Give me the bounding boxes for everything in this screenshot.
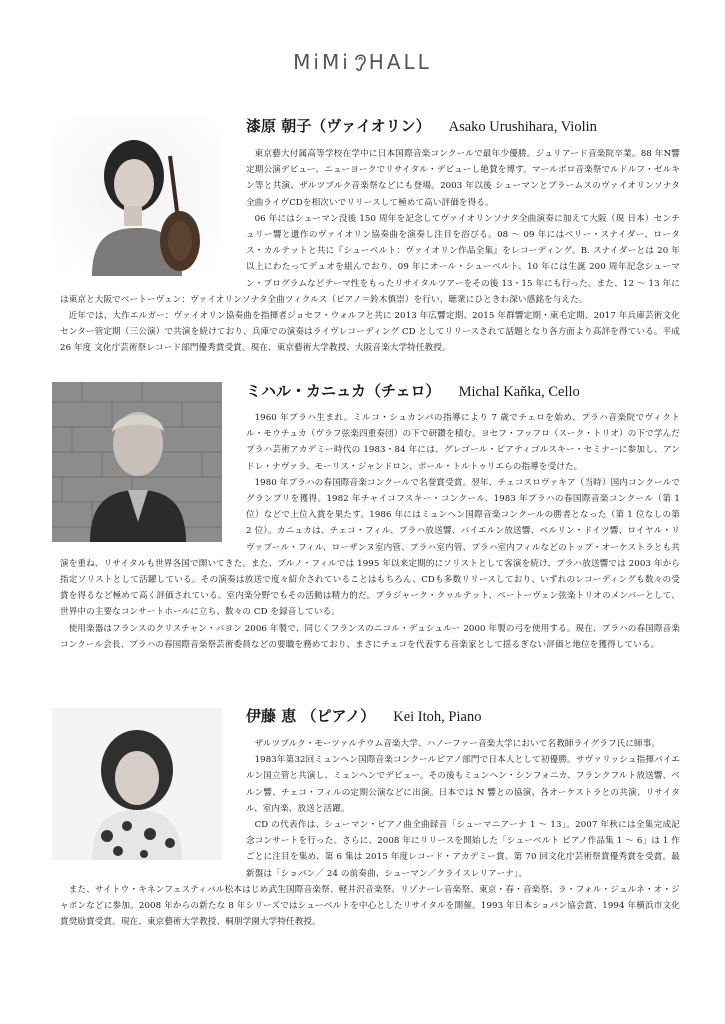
bio-paragraph: 1983年第32回ミュンヘン国際音楽コンクールピアノ部門で日本人として初優勝。サヴァリッシュ指揮バイエルン国立管と共演し、ミュンヘンでデビュー。その後もミュンヘン・シンフォニカ、フランクフルト放送響、ベルン響、チェコ・フィルの定期公演などに出演。日本では N 響との協演、各オーケストラとの共演、リサイタル、室内楽、放送と活躍。 — [246, 755, 680, 814]
artist-name — [246, 706, 481, 727]
bio-paragraph: 06 年にはシューマン没後 150 周年を記念してヴァイオリンソナタ全曲演奏に加えて大阪（現 日本）センチュリー響と遺作のヴァイオリン協奏曲を演奏し注目を浴びる。08 ～ 09 年にはベリー・スナイダー、ロータス・カルテットと共に『シューベルト：ヴァイオリン作品全集』をレコーディング。B. スナイダーとは 20 年以上にわたってデュオを組んでおり、09 年にオール・シューベルト、10 年には生誕 200 周年記念シューマン・プログラムなどテーマ性をもったリサイタルツアーをその後 13・15 年にも行った。また、12 ～ 13 年には東京と大阪でベートーヴェン：ヴァイオリンソナタ全曲ツィクルス（ピアノ＝鈴木慎崇）を行い、聴衆にひときわ深い感銘を与えた。 — [60, 213, 680, 305]
bio-paragraph: CD の代表作は、シューマン・ピアノ曲全曲録音「シューマニアーナ 1 ～ 13」。2007 年秋には全集完成記念コンサートを行った。さらに、2008 年にリリースを開始した「シューベルト ピアノ作品集 1 ～ 6」は 1 作ごとに注目を集め、第 6 集は 2015 年度レコード・アカデミー賞、第 70 回文化庁芸術祭賞優秀賞を受賞。最新盤は「ショパン／ 24 の前奏曲、シューマン／クライスレリアーナ」。 — [246, 820, 680, 879]
bio-paragraph: 東京藝大付属高等学校在学中に日本国際音楽コンクールで最年少優勝。ジュリアード音楽院卒業。88 年N響定期公演デビュー、ニューヨークでリサイタル・デビューし絶賛を博す。マールボロ音楽祭でルドルフ・ゼルキン等と共演、ザルツブルク音楽祭などにも登場。2003 年以後 シューマンとブラームスのヴァイオリンソナタ全曲ライヴCDを相次いでリリースして極めて高い評価を得る。 — [246, 149, 680, 208]
artist-name — [246, 381, 580, 402]
artist-bio — [60, 146, 680, 357]
artist-bio — [60, 410, 680, 653]
logo-text-right: HALL — [368, 50, 432, 74]
artist-name-en: Asako Urushihara, Violin — [448, 119, 597, 135]
bio-paragraph: また、サイトウ・キネンフェスティバル松本はじめ武生国際音楽祭、軽井沢音楽祭、リゾナーレ音楽祭、東京・春・音楽祭、ラ・フォル・ジュルネ・オ・ジャポンなどに参加。2008 年からの新たな 8 年シリーズではシューベルトを中心としたリサイタルを開催。1993 年日本ショパン協会賞、1994 年横浜市文化賞奨励賞受賞。現在、東京藝術大学教授、桐朋学園大学特任教授。 — [60, 884, 680, 928]
artist-name-ja: 伊藤 恵 （ピアノ） — [246, 707, 376, 725]
ear-icon — [353, 51, 367, 73]
artist-name-en: Michal Kaňka, Cello — [458, 384, 580, 400]
artist-name-en: Kei Itoh, Piano — [393, 709, 482, 725]
bio-paragraph: 1960 年プラハ生まれ。ミルコ・シュカンパの指導により 7 歳でチェロを始め、プラハ音楽院でヴィクトル・モウチュカ（ヴラフ弦楽四重奏団）の下で研鑽を積む。ヨセフ・フッフロ（スーク・トリオ）の下で学んだプラハ芸術アカデミー時代の 1983・84 年には、グレゴール・ピアティゴルスキー・セミナーに参加し、アンドレ・ナヴァラ、モーリス・ジャンドロン、ポール・トルトゥリエらの指導を受けた。 — [246, 413, 680, 472]
bio-paragraph: 近年では、大作エルガー：ヴァイオリン協奏曲を指揮者ジョセフ・ウォルフと共に 2013 年広響定期、2015 年群響定期・東毛定期、2017 年兵庫芸術文化センター管定期（三公演）で共演を続けており、兵庫での演奏はライヴレコーディング CD としてリリースされて話題となり各方面より高評を得ている。平成 26 年度 文化庁芸術祭レコード部門優秀賞受賞。現在、東京藝術大学教授、大阪音楽大学特任教授。 — [60, 311, 680, 354]
artist-name — [246, 116, 597, 137]
artist-bio — [60, 736, 680, 930]
logo-text-left: MiMi — [293, 50, 351, 74]
bio-paragraph: 1980 年プラハの春国際音楽コンクールで名誉賞受賞。翌年、チェコスロヴァキア（当時）国内コンクールでグランプリを獲得。1982 年チャイコフスキー・コンクール、1983 年プラハの春国際音楽コンクール（第 1 位）などで上位入賞を果たす。1986 年にはミュンヘン国際音楽コンクールの勝者となった（第 1 位なしの第 2 位）。カニュカは、チェコ・フィル、プラハ放送響、バイエルン放送響、ベルリン・ドイツ響、ロイヤル・リヴァプール・フィル、ローザンヌ室内管、プラハ室内管、プラハ室内フィルなどのトップ・オーケストラとも共演を重ね、リサイタルも世界各国で開いてきた。また、ブルノ・フィルでは 1995 年以来定期的にソリストとして客演を続け、プラハ放送響では 2003 年から指定ソリストとして活躍している。その演奏は放送で度々紹介されていることはもちろん、CDも多数リリースしており、いずれのレコーディングも数々の受賞を得るなど極めて高く評価されている。室内楽分野でもその活動は精力的だ。プラジャーク・クヮルテット、ベートーヴェン弦楽トリオのメンバーとして、世界中の主要なコンサートホールに立ち、数々の CD を録音している。 — [60, 477, 680, 618]
bio-paragraph: ザルツブルク・モーツァルテウム音楽大学、ハノーファー音楽大学において名教師ライグラフ氏に師事。 — [254, 739, 661, 749]
artist-name-ja: 漆原 朝子（ヴァイオリン） — [246, 117, 431, 135]
bio-paragraph: 使用楽器はフランスのクリスチャン・バヨン 2006 年製で、同じくフランスのニコル・デュシュルー 2000 年製の弓を使用する。現在、プラハの春国際音楽コンクール会長、プラハの春国際音楽祭芸術委員などの要職を務めており、まさにチェコを代表する音楽家として揺るぎない評価と地位を獲得している。 — [60, 623, 680, 650]
hall-logo — [0, 50, 725, 74]
artist-name-ja: ミハル・カニュカ（チェロ） — [246, 382, 441, 400]
